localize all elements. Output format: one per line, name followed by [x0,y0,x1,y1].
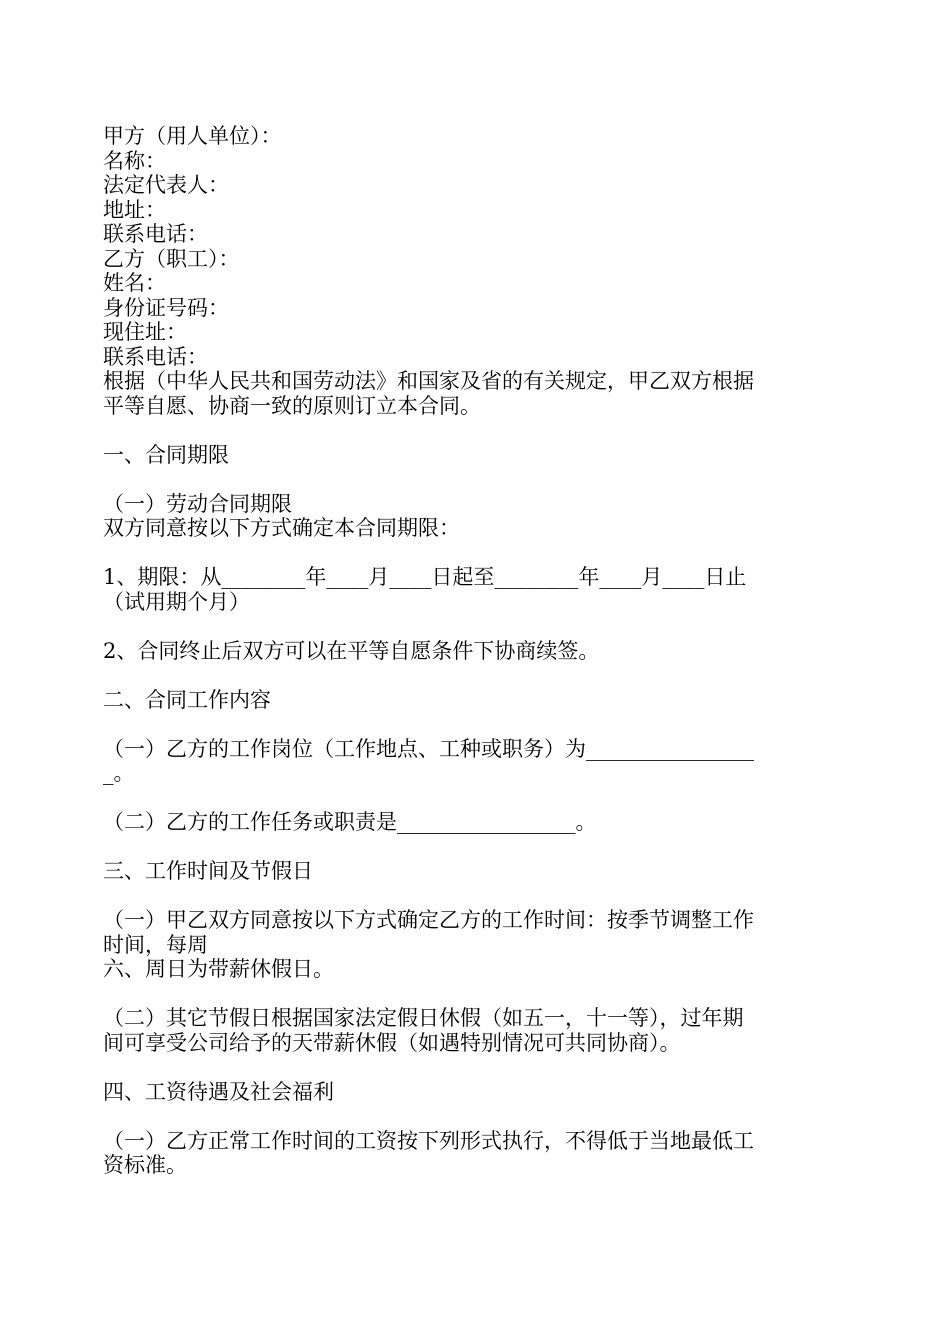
party-a-address-field: 地址： [103,197,166,222]
section-3-2-line-2: 间可享受公司给予的天带薪休假（如遇特别情况可共同协商）。 [103,1030,681,1055]
term-clause-line-2: （试用期个月） [103,589,250,614]
blank-line [103,982,863,1007]
section-4-1-line-1: （一）乙方正常工作时间的工资按下列形式执行，不得低于当地最低工 [103,1128,754,1153]
party-b-name-field: 姓名： [103,271,166,295]
blank-line [103,541,863,566]
blank-line [103,884,863,909]
party-a-heading: 甲方（用人单位）： [103,124,282,148]
section-3-heading: 三、工作时间及节假日 [103,859,313,883]
section-2-1-line-1: （一）乙方的工作岗位（工作地点、工种或职务）为________________ [103,736,754,761]
section-1-1-text: 双方同意按以下方式确定本合同期限： [103,516,460,540]
section-4-1-line-2: 资标准。 [103,1153,187,1177]
contract-document [103,124,863,1178]
section-2-1-line-2: _。 [103,761,135,785]
blank-line [103,467,863,492]
blank-line [103,786,863,811]
section-3-1-line-1: （一）甲乙双方同意按以下方式确定乙方的工作时间：按季节调整工作 [103,908,754,932]
preamble-line-1: 根据（中华人民共和国劳动法》和国家及省的有关规定，甲乙双方根据 [103,369,754,393]
section-2-heading: 二、合同工作内容 [103,687,271,712]
section-1-1-heading: （一）劳动合同期限 [103,491,292,516]
blank-line [103,1055,863,1080]
section-2-2-text: （二）乙方的工作任务或职责是_________________。 [103,810,597,834]
term-clause-line-1: 1、期限：从________年____月____日起至________年____月____日止 [103,565,747,589]
section-1-heading: 一、合同期限 [103,442,229,467]
party-a-legal-rep-field: 法定代表人： [103,173,229,197]
party-b-address-field: 现住址： [103,320,187,344]
preamble-line-2: 平等自愿、协商一致的原则订立本合同。 [103,393,481,418]
party-b-phone-field: 联系电话： [103,344,208,369]
party-b-heading: 乙方（职工）： [103,246,240,271]
section-3-1-line-2: 时间，每周 [103,932,208,957]
section-3-1-line-3: 六、周日为带薪休假日。 [103,957,334,981]
blank-line [103,614,863,639]
blank-line [103,663,863,688]
renewal-clause: 2、合同终止后双方可以在平等自愿条件下协商续签。 [103,638,600,663]
party-b-id-field: 身份证号码： [103,295,229,320]
party-a-phone-field: 联系电话： [103,222,208,246]
section-4-heading: 四、工资待遇及社会福利 [103,1079,334,1104]
blank-line [103,1104,863,1129]
blank-line [103,835,863,860]
party-a-name-field: 名称： [103,148,166,173]
blank-line [103,418,863,443]
section-3-2-line-1: （二）其它节假日根据国家法定假日休假（如五一，十一等），过年期 [103,1006,744,1030]
blank-line [103,712,863,737]
